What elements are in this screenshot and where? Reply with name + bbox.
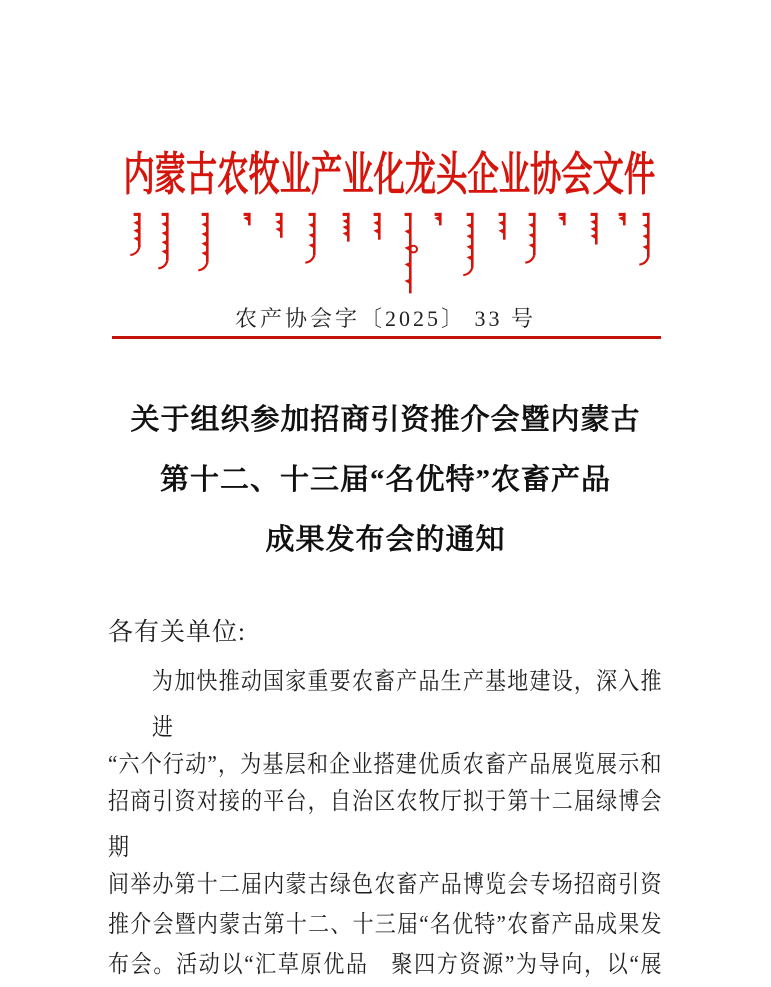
body-line: “六个行动”，为基层和企业搭建优质农畜产品展览展示和 [108, 750, 662, 778]
notice-title [0, 390, 771, 570]
notice-title-line-3: 成果发布会的通知 [265, 524, 506, 556]
red-separator-line [112, 336, 661, 339]
org-header-title: 内蒙古农牧业产业化龙头企业协会文件 [123, 149, 656, 200]
body-line: 为加快推动国家重要农畜产品生产基地建设，深入推进 [152, 667, 662, 741]
body-paragraph [108, 664, 662, 984]
body-line: 推介会暨内蒙古第十二、十三届“名优特”农畜产品成果发 [108, 910, 662, 938]
body-line: 间举办第十二届内蒙古绿色农畜产品博览会专场招商引资 [108, 870, 662, 898]
mongolian-script-icon [126, 210, 660, 302]
notice-title-line-2: 第十二、十三届“名优特”农畜产品 [159, 464, 611, 496]
body-line: 招商引资对接的平台，自治区农牧厅拟于第十二届绿博会期 [108, 787, 662, 861]
notice-title-line-1: 关于组织参加招商引资推介会暨内蒙古 [130, 404, 641, 436]
doc-number: 农产协会字〔2025〕 33 号 [234, 306, 536, 331]
body-line: 布会。活动以“汇草原优品 聚四方资源”为导向，以“展 [108, 950, 662, 978]
salutation: 各有关单位: [108, 619, 246, 646]
